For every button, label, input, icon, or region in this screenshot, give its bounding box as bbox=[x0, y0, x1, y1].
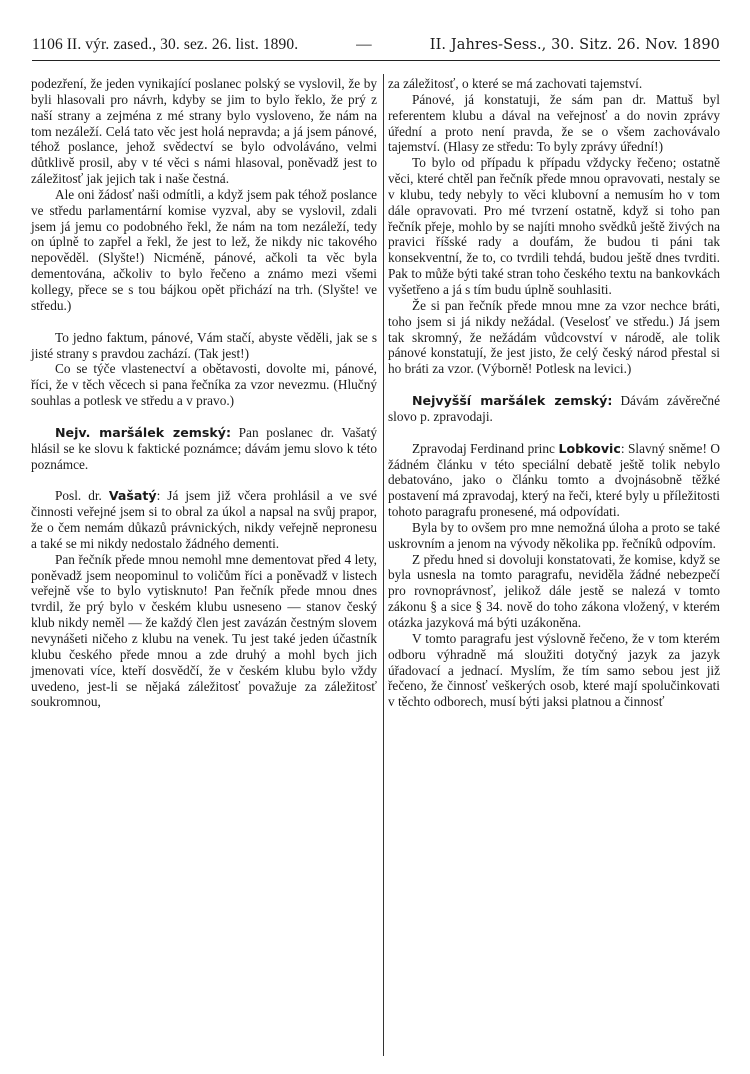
header-separator: — bbox=[356, 36, 372, 53]
speaker-name: Lobkovic bbox=[558, 440, 621, 456]
paragraph: Pánové, já konstatuji, že sám pan dr. Mattuš byl referentem klubu a dával na veřejnosť a do novin zprávy úřední a proto není pravda, že se o všem zachovávalo tajemství. (Hlasy ze středu: To byly zprávy úřední!) bbox=[388, 91, 720, 155]
speech-text: : Slavný sněme! O žádném článku v této speciální debatě ještě tolik nebylo debatováno, jako o článku tomto a dvojnásobně těžké postavení má zpravodaj, který na řeči, které byly u příležitosti tohoto paragrafu pronesené, má odpovídati. bbox=[388, 440, 720, 520]
page-header bbox=[32, 36, 720, 61]
speaker-paragraph bbox=[388, 393, 720, 425]
paragraph: Pan řečník předе mnou nemohl mne dementovat před 4 lety, poněvadž jsem neopominul to voličům říci a poněvadž v listech veřejně vše to bylo vytisknuto! Pan řečník přede mnou dnes tvrdil, že prý bylo v českém klubu usneseno — stanov český klub nikdy neměl — že každý člen jest zavázán čestným slovem nevynášeti ničeho z klubu na venek. Tu jest také jeden účastník klubu českého přede mnou a zde druhý a mohl bych jich jmenovati více, kteří dosvědčí, že v českém klubu bylo vždy uvedeno, jest-li se nějaká záležitosť považuje za záležitosť soukromnou, bbox=[31, 551, 377, 710]
right-column bbox=[388, 76, 720, 710]
paragraph: podezření, že jeden vynikající poslanec polský se vyslovil, že by byli hlasovali pro návrh, kdyby se jim to bylo řeklo, že prý z naší strany a zejména z mé strany bylo vysloveno, že nám na tom nezáleží. Celá tato věc jest holá nepravda; a já jsem pánové, téhož poslance, jehož svědectví se bylo odvoláváno, velmi důtklivě prosil, aby v té věci s námi hlasoval, poněvadž jest to záležitosť jak jejich tak i naše čestná. bbox=[31, 76, 377, 187]
column-divider bbox=[383, 74, 384, 1056]
speech-text: : Já jsem již včera prohlásil a ve své činnosti veřejné jsem si to obral za úkol a napsal na svůj prapor, že o čem nemám důkazů právnických, nikdy veřejně nepronesu a také se mi nikdy nedostalo žádného dementi. bbox=[31, 488, 377, 551]
speaker-paragraph bbox=[388, 441, 720, 520]
paragraph: V tomto paragrafu jest výslovně řečeno, že v tom kterém odboru výhradně má sloužiti dotyčný jazyk za jazyk úřadovací a jednací. Myslím, že tím samo sebou jest již řečeno, že činnosť veškerých osob, které mají spolučinkovati v těchto odborech, musí býti jaksi platnou a činnosť bbox=[388, 630, 720, 710]
paragraph: Byla by to ovšem pro mne nemožná úloha a proto se také uskrovním a jenom na vývody několika pp. řečníků odpovím. bbox=[388, 519, 720, 551]
paragraph: Že si pan řečník přede mnou mne za vzor nechce bráti, toho jsem si já nikdy nežádal. (Veselosť ve středu.) Já jsem tak skromný, že nežádám vůdcovství v národě, ale tolik pánové konstatují, že jest jisto, že celý český národ přestal si ho bráti za vzor. (Výborně! Potlesk na levici.) bbox=[388, 297, 720, 377]
paragraph: Co se týče vlastenectví a obětavosti, dovolte mi, pánové, říci, že v těch věcech si pana řečníka za vzor nevezmu. (Hlučný souhlas a potlesk ve středu a v pravo.) bbox=[31, 361, 377, 409]
speaker-paragraph bbox=[31, 425, 377, 473]
speaker-prefix: Posl. dr. bbox=[55, 488, 109, 504]
paragraph: To jedno faktum, pánové, Vám stačí, abyste věděli, jak se s jisté strany s pravdou zachází. (Tak jest!) bbox=[31, 329, 377, 361]
speaker-name: Nejvyšší maršálek zemský: bbox=[412, 393, 613, 409]
paragraph: Ale oni žádosť naši odmítli, a když jsem pak téhož poslance ve středu parlamentární komise vyzval, aby se vyslovil, zdali jsem já jemu co podobného řekl, že nám na tom nezáleží, tedy on úplně to zapřel a řekl, že jest to lež, že nikdy nic takového nepověděl. (Slyšte!) Nicméně, pánové, ačkoli ta věc byla dementována, ačkoliv to bylo řečeno a známo mezi všemi kollegy, přece se s tou bájkou opět přichází na trh. (Slyšte! ve středu.) bbox=[31, 186, 377, 313]
speaker-name: Vašatý bbox=[108, 488, 157, 504]
left-column bbox=[31, 76, 377, 710]
paragraph: Z předu hned si dovoluji konstatovati, že komise, když se byla usnesla na tomto paragrafu, neviděla žádné nebezpečí pro rovnoprávnosť, jelikož dále jestě se nalezá v tomto zákonu § a sice § 34. nově do toho zákona vložený, v kterém otázka jazyková má býti uzákoněna. bbox=[388, 551, 720, 630]
speech-text: Pan poslanec dr. Vašatý hlásil se ke slovu k faktické poznámce; dávám jemu slovo k této poznámce. bbox=[31, 424, 378, 472]
header-left: 1106 II. výr. zased., 30. sez. 26. list. 1890. bbox=[32, 36, 299, 53]
paragraph: To bylo od případu k případu vždycky řečeno; ostatně věci, které chtěl pan řečník přede mnou opravovati, nestaly se v klubu, tedy nebyly to věci klubovní a nemusím ho v tom dále opravovati. Pro mé tvrzení ostatně, když si toho pan řečník přeje, mohlo by se najíti mnoho svědků ještě živých na pravici říšské rady a doufám, že budou ti páni tak konsekventní, že to, co tvrdili tehdá, budou ještě dnes tvrditi. Pak to může býti také stran toho českého textu na bankovkách vyšetřeno a já s tím budu úplně souhlasiti. bbox=[388, 155, 720, 297]
speaker-name: Nejv. maršálek zemský: bbox=[55, 424, 231, 440]
speech-text: Dávám závěrečné slovo p. zpravodaji. bbox=[388, 393, 720, 424]
speaker-paragraph bbox=[31, 488, 377, 551]
paragraph: za záležitosť, o které se má zachovati tajemství. bbox=[388, 76, 643, 91]
header-right: II. Jahres-Sess., 30. Sitz. 26. Nov. 1890 bbox=[429, 37, 720, 53]
speaker-prefix: Zpravodaj Ferdinand princ bbox=[412, 440, 559, 456]
